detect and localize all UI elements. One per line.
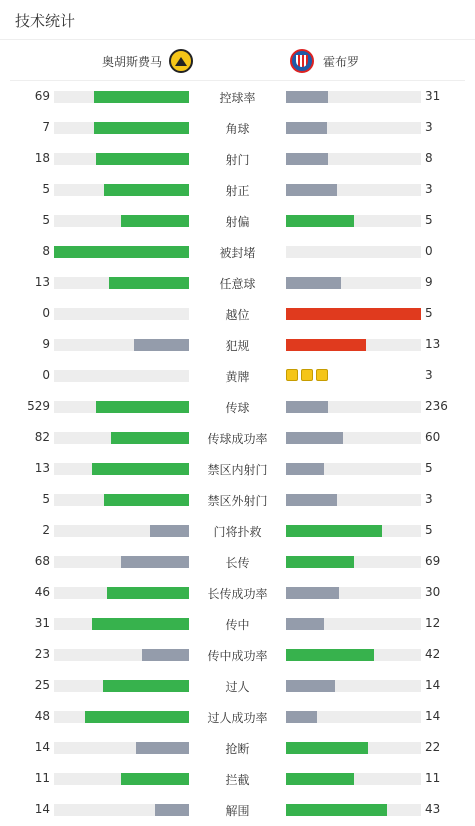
away-stat-value: 22 <box>425 740 441 754</box>
stat-row <box>0 608 475 639</box>
away-stat-value: 3 <box>425 368 433 382</box>
away-stat-value: 3 <box>425 492 433 506</box>
stat-label: 长传 <box>225 556 250 570</box>
away-stat-value: 12 <box>425 616 441 630</box>
away-stat-bar <box>286 463 421 475</box>
stat-row <box>0 360 475 391</box>
stat-row <box>0 391 475 422</box>
home-stat-bar <box>54 742 189 754</box>
away-stat-bar <box>286 742 421 754</box>
away-stat-value: 13 <box>425 337 441 351</box>
home-team-name: 奥胡斯费马 <box>102 54 163 69</box>
stat-label: 过人 <box>225 680 250 694</box>
home-stat-bar <box>54 184 189 196</box>
home-stat-bar <box>54 556 189 568</box>
stat-row <box>0 453 475 484</box>
away-stat-bar <box>286 122 421 134</box>
home-stat-bar <box>54 680 189 692</box>
stat-row <box>0 267 475 298</box>
home-stat-bar-fill <box>150 525 189 537</box>
stat-label: 门将扑救 <box>213 525 262 539</box>
home-stat-value: 8 <box>42 244 50 258</box>
away-stat-bar <box>286 556 421 568</box>
home-stat-value: 48 <box>34 709 50 723</box>
stat-label: 控球率 <box>219 91 256 105</box>
home-stat-value: 23 <box>34 647 50 661</box>
yellow-card-icon <box>286 369 298 381</box>
stat-row <box>0 236 475 267</box>
stat-row <box>0 298 475 329</box>
home-stat-bar <box>54 246 189 258</box>
away-stat-value: 11 <box>425 771 441 785</box>
home-stat-bar <box>54 153 189 165</box>
home-stat-bar-fill <box>104 494 189 506</box>
home-stat-bar <box>54 804 189 816</box>
stat-label: 长传成功率 <box>207 587 268 601</box>
stat-label: 越位 <box>225 308 250 322</box>
home-stat-value: 13 <box>34 461 50 475</box>
away-stat-bar-fill <box>286 463 324 475</box>
home-stat-value: 7 <box>42 120 50 134</box>
away-stat-bar-fill <box>286 711 317 723</box>
away-stat-bar <box>286 680 421 692</box>
away-stat-value: 14 <box>425 709 441 723</box>
home-stat-value: 13 <box>34 275 50 289</box>
home-stat-bar-fill <box>92 618 189 630</box>
away-stat-bar-fill <box>286 618 324 630</box>
away-stat-bar <box>286 215 421 227</box>
stat-row <box>0 763 475 794</box>
home-stat-bar-fill <box>92 463 189 475</box>
away-stat-value: 31 <box>425 89 441 103</box>
home-stat-bar-fill <box>54 246 189 258</box>
away-stat-bar <box>286 494 421 506</box>
stat-label: 黄牌 <box>225 370 250 384</box>
stat-label: 被封堵 <box>219 246 256 260</box>
stat-label: 射正 <box>225 184 250 198</box>
home-stat-bar-fill <box>111 432 189 444</box>
home-stat-value: 5 <box>42 182 50 196</box>
home-stat-bar-fill <box>109 277 189 289</box>
away-stat-bar-fill <box>286 308 421 320</box>
home-stat-bar <box>54 432 189 444</box>
away-stat-bar <box>286 153 421 165</box>
home-stat-value: 11 <box>34 771 50 785</box>
teams-bar <box>10 41 465 81</box>
home-stat-value: 2 <box>42 523 50 537</box>
stat-row <box>0 639 475 670</box>
home-stat-bar <box>54 649 189 661</box>
away-stat-bar-fill <box>286 184 337 196</box>
stat-row <box>0 577 475 608</box>
away-stat-value: 0 <box>425 244 433 258</box>
home-stat-bar-fill <box>121 773 189 785</box>
stat-row <box>0 794 475 825</box>
home-stat-bar-fill <box>85 711 189 723</box>
stat-label: 传球成功率 <box>207 432 268 446</box>
stat-row <box>0 329 475 360</box>
home-stat-bar <box>54 587 189 599</box>
stat-row <box>0 81 475 112</box>
stat-label: 过人成功率 <box>207 711 268 725</box>
away-stat-bar-fill <box>286 587 339 599</box>
away-stat-bar <box>286 91 421 103</box>
home-stat-bar <box>54 773 189 785</box>
away-stat-bar-fill <box>286 277 341 289</box>
home-stat-bar <box>54 401 189 413</box>
home-stat-bar-fill <box>121 215 189 227</box>
away-stat-value: 8 <box>425 151 433 165</box>
stat-label: 犯规 <box>225 339 250 353</box>
away-stat-value: 5 <box>425 461 433 475</box>
home-stat-bar-fill <box>107 587 189 599</box>
home-stat-value: 529 <box>27 399 50 413</box>
stat-label: 射偏 <box>225 215 250 229</box>
away-stat-bar <box>286 525 421 537</box>
away-stat-value: 5 <box>425 213 433 227</box>
stat-row <box>0 422 475 453</box>
away-stat-bar <box>286 246 421 258</box>
stat-label: 传中 <box>225 618 250 632</box>
away-stat-bar <box>286 649 421 661</box>
stat-row <box>0 484 475 515</box>
yellow-card-icon <box>316 369 328 381</box>
home-stat-bar <box>54 308 189 320</box>
away-stat-bar-fill <box>286 649 374 661</box>
home-team[interactable] <box>102 48 193 74</box>
home-stat-bar-fill <box>94 91 189 103</box>
away-team-crest-icon <box>290 49 314 73</box>
stat-label: 传球 <box>225 401 250 415</box>
away-stat-value: 9 <box>425 275 433 289</box>
home-stat-value: 0 <box>42 368 50 382</box>
home-stat-value: 46 <box>34 585 50 599</box>
home-stat-bar <box>54 463 189 475</box>
away-stat-value: 42 <box>425 647 441 661</box>
home-stat-bar <box>54 91 189 103</box>
away-stat-value: 69 <box>425 554 441 568</box>
page-title: 技术统计 <box>15 12 76 30</box>
stat-row <box>0 143 475 174</box>
home-stat-bar-fill <box>121 556 189 568</box>
away-stat-bar-fill <box>286 525 382 537</box>
home-stat-bar <box>54 215 189 227</box>
stat-label: 禁区外射门 <box>207 494 268 508</box>
away-stat-bar-fill <box>286 494 337 506</box>
home-stat-bar <box>54 339 189 351</box>
away-stat-bar <box>286 804 421 816</box>
home-stat-value: 25 <box>34 678 50 692</box>
home-team-crest-icon <box>169 49 193 73</box>
away-stat-bar-fill <box>286 556 354 568</box>
home-stat-bar <box>54 525 189 537</box>
yellow-card-icon <box>301 369 313 381</box>
away-stat-bar <box>286 308 421 320</box>
home-stat-value: 68 <box>34 554 50 568</box>
away-stat-bar <box>286 587 421 599</box>
stat-label: 解围 <box>225 804 250 818</box>
away-stat-bar <box>286 432 421 444</box>
home-stat-value: 14 <box>34 740 50 754</box>
home-stat-bar-fill <box>104 184 189 196</box>
away-stat-value: 5 <box>425 306 433 320</box>
stat-row <box>0 112 475 143</box>
home-stat-bar-fill <box>94 122 189 134</box>
home-stat-value: 82 <box>34 430 50 444</box>
stat-label: 禁区内射门 <box>207 463 268 477</box>
stat-label: 任意球 <box>219 277 256 291</box>
home-stat-value: 5 <box>42 492 50 506</box>
away-stat-value: 30 <box>425 585 441 599</box>
away-stat-value: 236 <box>425 399 448 413</box>
stat-label: 传中成功率 <box>207 649 268 663</box>
home-stat-value: 69 <box>34 89 50 103</box>
away-stat-value: 60 <box>425 430 441 444</box>
yellow-cards <box>286 369 328 381</box>
away-stat-value: 3 <box>425 120 433 134</box>
stat-label: 抢断 <box>225 742 250 756</box>
stat-row <box>0 205 475 236</box>
home-stat-bar <box>54 711 189 723</box>
stat-row <box>0 701 475 732</box>
away-stat-bar-fill <box>286 773 354 785</box>
away-stat-bar-fill <box>286 215 354 227</box>
stat-row <box>0 732 475 763</box>
away-stat-bar-fill <box>286 804 387 816</box>
away-stat-bar <box>286 773 421 785</box>
header-bar <box>0 0 475 40</box>
away-stat-bar-fill <box>286 122 327 134</box>
stat-row <box>0 546 475 577</box>
away-team[interactable] <box>290 48 359 74</box>
away-stat-bar-fill <box>286 680 335 692</box>
home-stat-value: 18 <box>34 151 50 165</box>
away-stat-bar-fill <box>286 432 343 444</box>
away-stat-bar <box>286 401 421 413</box>
stat-row <box>0 670 475 701</box>
away-stat-bar <box>286 184 421 196</box>
home-stat-value: 0 <box>42 306 50 320</box>
home-stat-bar-fill <box>134 339 189 351</box>
away-team-name: 霍布罗 <box>323 54 360 69</box>
home-stat-value: 31 <box>34 616 50 630</box>
away-stat-value: 3 <box>425 182 433 196</box>
home-stat-bar <box>54 618 189 630</box>
away-stat-bar <box>286 711 421 723</box>
home-stat-bar-fill <box>142 649 189 661</box>
home-stat-value: 9 <box>42 337 50 351</box>
home-stat-bar <box>54 494 189 506</box>
stat-row <box>0 515 475 546</box>
away-stat-value: 5 <box>425 523 433 537</box>
away-stat-bar-fill <box>286 742 368 754</box>
home-stat-bar <box>54 370 189 382</box>
away-stat-bar-fill <box>286 339 366 351</box>
home-stat-bar-fill <box>96 153 189 165</box>
away-stat-bar-fill <box>286 153 328 165</box>
stat-label: 拦截 <box>225 773 250 787</box>
home-stat-bar <box>54 277 189 289</box>
away-stat-value: 14 <box>425 678 441 692</box>
home-stat-bar-fill <box>103 680 189 692</box>
home-stat-value: 5 <box>42 213 50 227</box>
away-stat-bar <box>286 618 421 630</box>
away-stat-bar <box>286 339 421 351</box>
home-stat-bar-fill <box>96 401 189 413</box>
away-stat-bar-fill <box>286 91 328 103</box>
away-stat-value: 43 <box>425 802 441 816</box>
home-stat-bar-fill <box>155 804 189 816</box>
stat-label: 射门 <box>225 153 250 167</box>
home-stat-value: 14 <box>34 802 50 816</box>
home-stat-bar-fill <box>136 742 189 754</box>
stat-row <box>0 174 475 205</box>
away-stat-bar-fill <box>286 401 328 413</box>
stat-label: 角球 <box>225 122 250 136</box>
home-stat-bar <box>54 122 189 134</box>
away-stat-bar <box>286 277 421 289</box>
